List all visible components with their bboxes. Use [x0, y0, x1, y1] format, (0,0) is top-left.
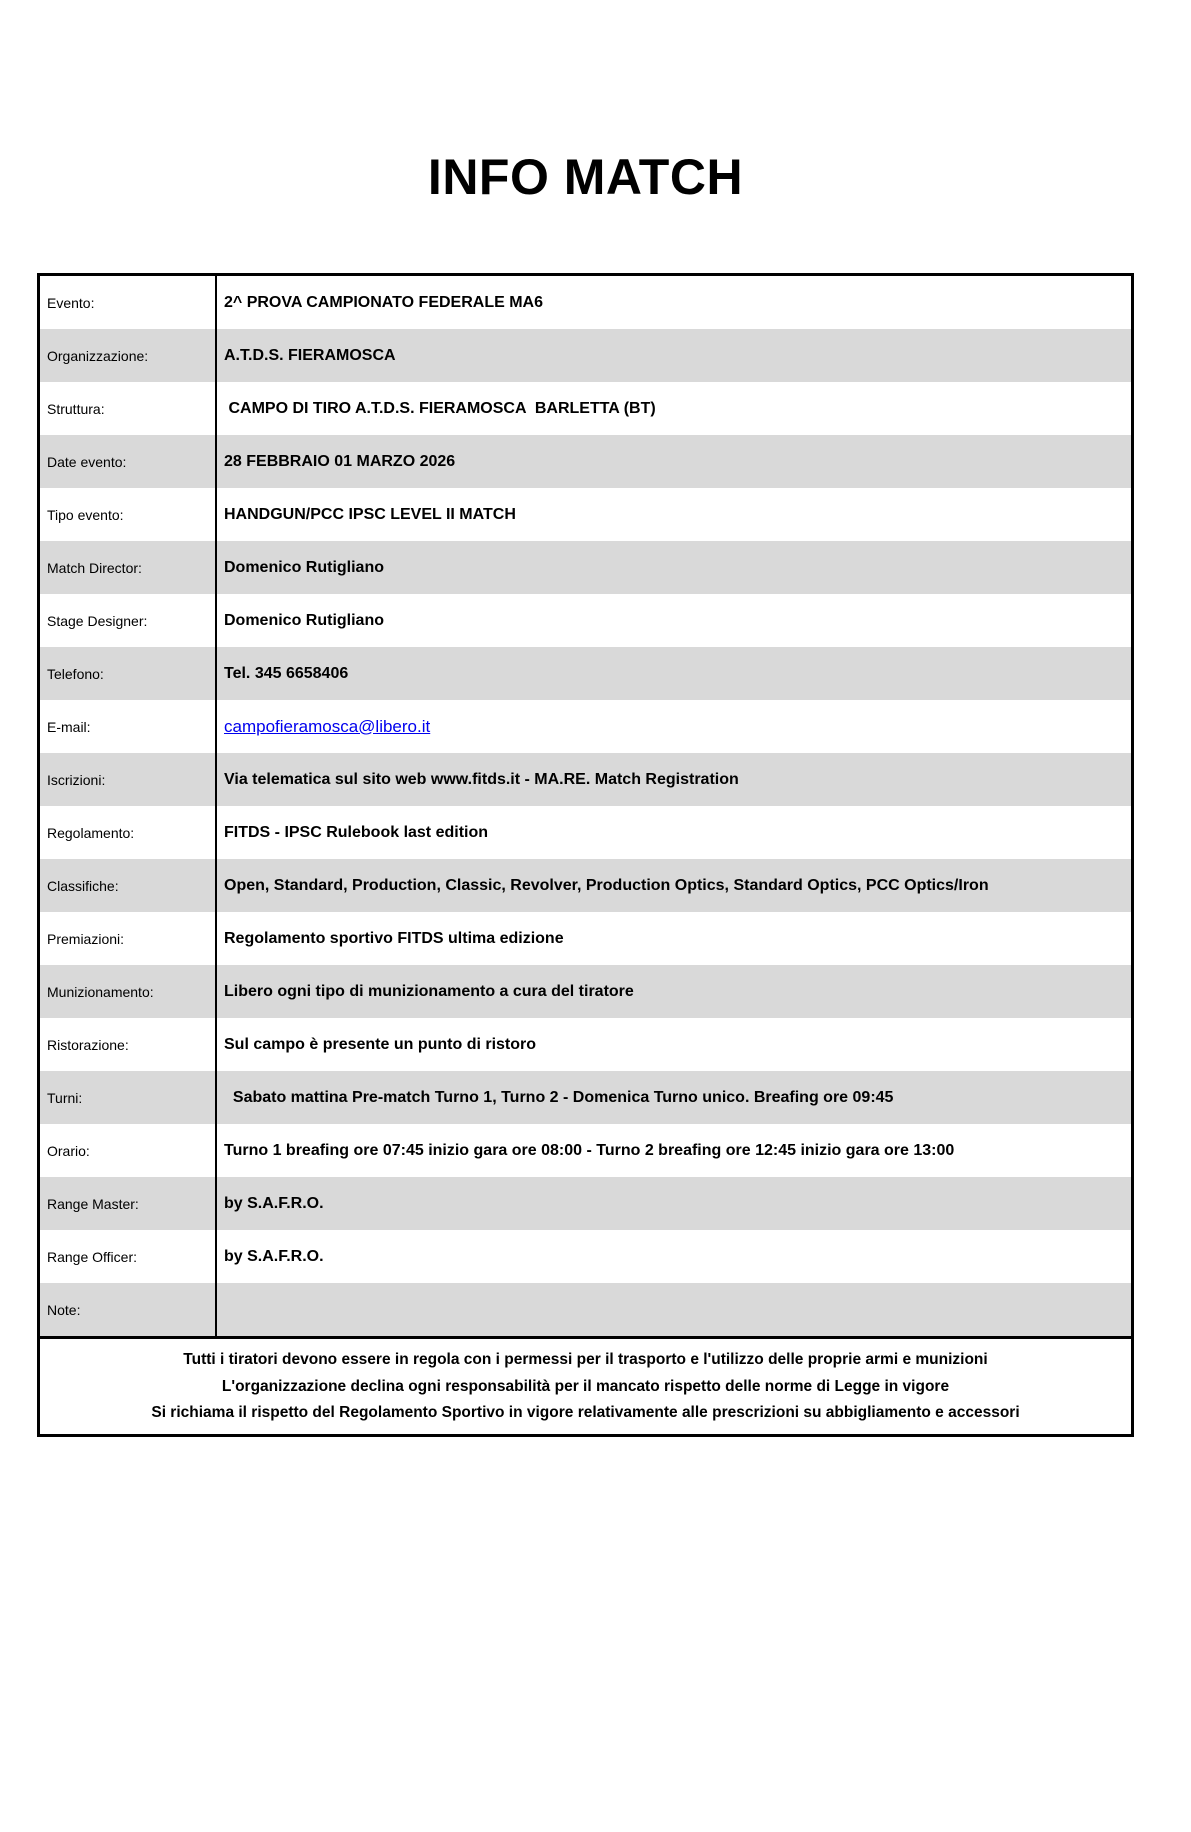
- row-label: Munizionamento:: [40, 965, 217, 1018]
- row-label: Range Master:: [40, 1177, 217, 1230]
- table-row: [40, 435, 1131, 488]
- row-value: Sabato mattina Pre-match Turno 1, Turno 2 - Domenica Turno unico. Breafing ore 09:45: [224, 1088, 894, 1106]
- table-row: [40, 647, 1131, 700]
- table-row: [40, 806, 1131, 859]
- table-row: [40, 541, 1131, 594]
- row-value: by S.A.F.R.O.: [224, 1194, 324, 1212]
- row-value: Libero ogni tipo di munizionamento a cura del tiratore: [224, 982, 634, 1000]
- row-label: Stage Designer:: [40, 594, 217, 647]
- row-label: Note:: [40, 1283, 217, 1336]
- row-label: Struttura:: [40, 382, 217, 435]
- info-match-table: [37, 273, 1134, 1437]
- table-row: [40, 753, 1131, 806]
- row-label: E-mail:: [40, 700, 217, 753]
- footer-line: L'organizzazione declina ogni responsabilità per il mancato rispetto delle norme di Legge in vigore: [221, 1377, 950, 1395]
- row-value: A.T.D.S. FIERAMOSCA: [224, 346, 396, 364]
- table-row: [40, 329, 1131, 382]
- row-value: Turno 1 breafing ore 07:45 inizio gara ore 08:00 - Turno 2 breafing ore 12:45 inizio gara ore 13:00: [224, 1141, 955, 1159]
- table-row: [40, 1177, 1131, 1230]
- row-value: Domenico Rutigliano: [224, 558, 384, 576]
- table-row: [40, 382, 1131, 435]
- row-value: 2^ PROVA CAMPIONATO FEDERALE MA6: [224, 293, 543, 311]
- row-label: Organizzazione:: [40, 329, 217, 382]
- table-row: [40, 859, 1131, 912]
- table-row: [40, 1071, 1131, 1124]
- row-value: by S.A.F.R.O.: [224, 1247, 324, 1265]
- row-label: Ristorazione:: [40, 1018, 217, 1071]
- table-row: [40, 1230, 1131, 1283]
- row-label: Regolamento:: [40, 806, 217, 859]
- table-row: [40, 965, 1131, 1018]
- row-label: Iscrizioni:: [40, 753, 217, 806]
- table-row: [40, 700, 1131, 753]
- row-value: Open, Standard, Production, Classic, Revolver, Production Optics, Standard Optics, PCC Optics/Iron: [224, 876, 989, 894]
- row-label: Premiazioni:: [40, 912, 217, 965]
- table-row: [40, 276, 1131, 329]
- row-value: CAMPO DI TIRO A.T.D.S. FIERAMOSCA BARLETTA (BT): [224, 399, 656, 417]
- table-row: [40, 1018, 1131, 1071]
- row-value: Tel. 345 6658406: [224, 664, 349, 682]
- row-label: Turni:: [40, 1071, 217, 1124]
- row-label: Classifiche:: [40, 859, 217, 912]
- row-value: [217, 1283, 1131, 1336]
- row-label: Evento:: [40, 276, 217, 329]
- row-label: Range Officer:: [40, 1230, 217, 1283]
- table-row: [40, 912, 1131, 965]
- table-row: [40, 1283, 1131, 1336]
- row-label: Tipo evento:: [40, 488, 217, 541]
- row-value: Domenico Rutigliano: [224, 611, 384, 629]
- row-value: Via telematica sul sito web www.fitds.it - MA.RE. Match Registration: [224, 770, 739, 788]
- page-title: INFO MATCH: [427, 149, 744, 205]
- row-value: [217, 700, 1131, 753]
- row-label: Telefono:: [40, 647, 217, 700]
- table-row: [40, 488, 1131, 541]
- row-label: Date evento:: [40, 435, 217, 488]
- table-row: [40, 1124, 1131, 1177]
- rules-footer: [40, 1336, 1131, 1434]
- row-value: Regolamento sportivo FITDS ultima edizione: [224, 929, 564, 947]
- table-row: [40, 594, 1131, 647]
- row-value: FITDS - IPSC Rulebook last edition: [224, 823, 489, 841]
- footer-line: Tutti i tiratori devono essere in regola con i permessi per il trasporto e l'utilizzo delle proprie armi e munizioni: [183, 1351, 988, 1369]
- row-value: 28 FEBBRAIO 01 MARZO 2026: [224, 452, 456, 470]
- email-link[interactable]: campofieramosca@libero.it: [224, 716, 431, 736]
- row-label: Match Director:: [40, 541, 217, 594]
- row-value: Sul campo è presente un punto di ristoro: [224, 1035, 537, 1053]
- row-value: HANDGUN/PCC IPSC LEVEL II MATCH: [224, 505, 516, 523]
- footer-line: Si richiama il rispetto del Regolamento Sportivo in vigore relativamente alle prescrizioni su abbigliamento e accessori: [151, 1403, 1020, 1421]
- row-label: Orario:: [40, 1124, 217, 1177]
